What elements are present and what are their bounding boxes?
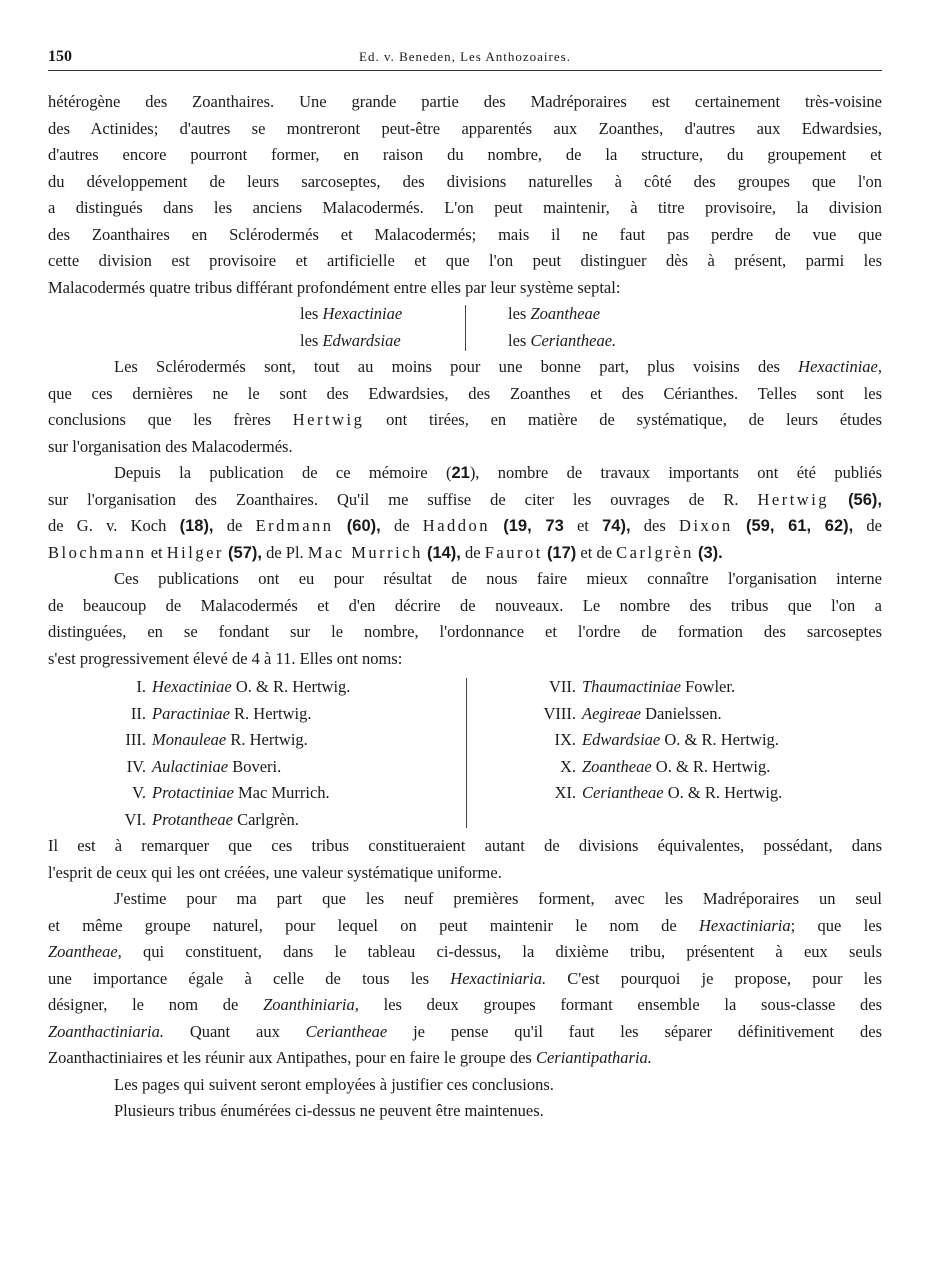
text-span: de G. v. Koch bbox=[48, 516, 180, 535]
reference-number: (59, 61, 62), bbox=[746, 517, 854, 535]
author-name: Mac Murrich bbox=[307, 542, 423, 562]
roman-numeral: IV. bbox=[126, 756, 146, 776]
tribe-name: Ceriantheae bbox=[582, 783, 664, 802]
list-item bbox=[48, 780, 458, 807]
list-item bbox=[48, 701, 458, 728]
tribe-name: Thaumactiniae bbox=[582, 677, 681, 696]
text-span: ont tirées, en matière de systématique, de leurs études bbox=[364, 410, 882, 429]
paragraph-7 bbox=[48, 1072, 882, 1099]
text-line: Les pages qui suivent seront employées à justifier ces conclusions. bbox=[114, 1074, 554, 1094]
text-span: désigner, le nom de bbox=[48, 995, 264, 1014]
roman-numeral: V. bbox=[132, 783, 146, 802]
reference-number: (60), bbox=[346, 517, 381, 535]
article: les bbox=[508, 330, 527, 350]
list-item bbox=[508, 301, 708, 328]
text-line: J'estime pour ma part que les neuf premières forment, avec les Madréporaires un seul bbox=[114, 889, 882, 908]
author-name: Carlgrèn bbox=[616, 542, 694, 562]
paragraph-6 bbox=[48, 886, 882, 1072]
roman-numeral: III. bbox=[125, 730, 146, 749]
tribe-name: Zoantheae bbox=[530, 304, 601, 323]
text-span: une importance égale à celle de tous les bbox=[48, 968, 451, 988]
list-item bbox=[48, 727, 458, 754]
text-span: Depuis la publication de ce mémoire ( bbox=[114, 463, 452, 482]
text-span: de bbox=[380, 516, 423, 535]
text-line: Malacodermés quatre tribus différant profondément entre elles par leur système septal: bbox=[48, 277, 621, 297]
text-line bbox=[48, 460, 882, 487]
author-name: Hertwig bbox=[292, 410, 365, 429]
paragraph-3 bbox=[48, 460, 882, 566]
text-span: sur l'organisation des Zoanthaires. Qu'il me suffise de citer les ouvrages de R. bbox=[48, 489, 758, 509]
tribes-left-column bbox=[48, 674, 458, 833]
paragraph-5 bbox=[48, 833, 882, 886]
tribe-author: Danielssen. bbox=[645, 703, 722, 723]
four-tribes-list bbox=[48, 301, 882, 354]
reference-number: (17) bbox=[546, 543, 577, 562]
reference-number: 74), bbox=[602, 517, 631, 535]
text-line: du développement de leurs sarcoseptes, des divisions naturelles à côté des groupes que l'on bbox=[48, 171, 882, 191]
tribe-author: Fowler. bbox=[685, 677, 736, 696]
text-span: les deux groupes formant ensemble la sous-classe des bbox=[358, 995, 882, 1014]
four-tribes-right bbox=[508, 301, 708, 354]
text-span: ), nombre de travaux importants ont été publiés bbox=[469, 463, 882, 482]
reference-number: (3). bbox=[698, 543, 723, 562]
text-line: hétérogène des Zoanthaires. Une grande partie des Madréporaires est certainement très-voisine bbox=[48, 92, 882, 111]
author-name: Erdmann bbox=[255, 516, 334, 535]
text-line bbox=[48, 966, 882, 993]
author-name: Hilger bbox=[166, 542, 224, 562]
roman-numeral: VII. bbox=[548, 677, 576, 696]
tribe-name: Edwardsiae bbox=[582, 730, 661, 749]
tribe-author: O. & R. Hertwig. bbox=[667, 783, 783, 802]
list-item bbox=[488, 754, 882, 781]
reference-number: (14), bbox=[426, 543, 461, 562]
taxon-name: Ceriantipatharia. bbox=[535, 1048, 652, 1067]
text-span: je pense qu'il faut les séparer définitivement des bbox=[387, 1021, 882, 1041]
tribe-author: R. Hertwig. bbox=[234, 703, 312, 723]
text-span: de bbox=[460, 542, 485, 562]
text-span: C'est pourquoi je propose, pour les bbox=[546, 968, 882, 988]
paragraph-4 bbox=[48, 566, 882, 672]
page-number: 150 bbox=[48, 48, 72, 65]
paragraph-8 bbox=[48, 1098, 882, 1125]
taxon-name: Zoantheae, bbox=[48, 942, 122, 961]
text-line: distinguées, en se fondant sur le nombre, l'ordonnance et l'ordre de formation des sarcoseptes bbox=[48, 622, 882, 641]
text-span: et de bbox=[576, 542, 617, 562]
article: les bbox=[300, 304, 319, 323]
column-divider bbox=[466, 678, 467, 828]
text-line: l'esprit de ceux qui les ont créées, une valeur systématique uniforme. bbox=[48, 862, 502, 882]
text-span: de bbox=[213, 516, 256, 535]
author-name: Hertwig bbox=[757, 489, 830, 509]
text-line bbox=[48, 992, 882, 1019]
text-line: Il est à remarquer que ces tribus constitueraient autant de divisions équivalentes, possédant, dans bbox=[48, 836, 882, 855]
text-span: et bbox=[563, 516, 603, 535]
list-item bbox=[488, 674, 882, 701]
tribe-author: R. Hertwig. bbox=[230, 730, 308, 749]
text-span: de Pl. bbox=[261, 542, 308, 562]
text-line bbox=[48, 354, 882, 381]
tribe-author: Boveri. bbox=[232, 756, 282, 776]
roman-numeral: IX. bbox=[554, 730, 576, 749]
tribe-name: Ceriantheae. bbox=[530, 330, 617, 350]
reference-number: (18), bbox=[179, 517, 214, 535]
list-item bbox=[48, 807, 458, 834]
roman-numeral: VI. bbox=[124, 809, 146, 829]
author-name: Faurot bbox=[484, 542, 543, 562]
column-divider bbox=[465, 305, 466, 351]
tribe-name: Zoantheae bbox=[582, 756, 652, 776]
page-body bbox=[48, 89, 882, 1125]
text-span: des bbox=[630, 516, 680, 535]
text-line: Plusieurs tribus énumérées ci-dessus ne peuvent être maintenues. bbox=[114, 1101, 544, 1120]
text-span: qui constituent, dans le tableau ci-dessus, la dixième tribu, présentent à eux seuls bbox=[121, 942, 882, 961]
author-name: Haddon bbox=[422, 516, 491, 535]
roman-numeral: X. bbox=[559, 756, 576, 776]
page-header bbox=[48, 48, 882, 71]
list-item bbox=[508, 328, 708, 355]
four-tribes-left bbox=[300, 301, 460, 354]
text-line bbox=[48, 939, 882, 966]
tribe-name: Hexactiniae bbox=[152, 677, 232, 696]
text-line: d'autres encore pourront former, en raison du nombre, de la structure, du groupement et bbox=[48, 145, 882, 164]
tribe-name: Edwardsiae bbox=[322, 330, 401, 350]
roman-numeral: XI. bbox=[554, 783, 576, 802]
tribe-name: Aegireae bbox=[582, 703, 641, 723]
text-span: Zoanthactiniaires et les réunir aux Antipathes, pour en faire le groupe des bbox=[48, 1048, 536, 1067]
taxon-name: Ceriantheae bbox=[305, 1021, 388, 1041]
reference-number: (19, 73 bbox=[503, 517, 564, 535]
tribes-right-column bbox=[488, 674, 882, 807]
text-span: conclusions que les frères bbox=[48, 410, 293, 429]
text-line: sur l'organisation des Malacodermés. bbox=[48, 436, 293, 456]
paragraph-1 bbox=[48, 89, 882, 301]
tribe-author: O. & R. Hertwig. bbox=[655, 756, 771, 776]
list-item bbox=[300, 328, 460, 355]
text-line: des Actinides; d'autres se montreront peut-être apparentés aux Zoanthes, d'autres aux Edwardsies, bbox=[48, 118, 882, 138]
list-item bbox=[488, 727, 882, 754]
tribe-author: Carlgrèn. bbox=[237, 809, 299, 829]
article: les bbox=[300, 330, 319, 350]
text-line: que ces dernières ne le sont des Edwardsies, des Zoanthes et des Cérianthes. Telles sont les bbox=[48, 383, 882, 403]
text-span: Les Sclérodermés sont, tout au moins pour une bonne part, plus voisins des bbox=[114, 357, 799, 376]
roman-numeral: VIII. bbox=[543, 703, 576, 723]
list-item bbox=[300, 301, 460, 328]
tribe-author: O. & R. Hertwig. bbox=[235, 677, 351, 696]
text-line bbox=[48, 540, 882, 567]
text-line bbox=[48, 513, 882, 540]
list-item bbox=[488, 701, 882, 728]
taxon-name: Hexactiniaria bbox=[699, 915, 791, 935]
running-head: Ed. v. Beneden, Les Anthozoaires. bbox=[359, 49, 571, 64]
text-line bbox=[48, 913, 882, 940]
roman-numeral: II. bbox=[130, 703, 146, 723]
text-line: a distingués dans les anciens Malacodermés. L'on peut maintenir, à titre provisoire, la division bbox=[48, 198, 882, 217]
tribe-author: O. & R. Hertwig. bbox=[664, 730, 779, 749]
text-span: de bbox=[853, 516, 883, 535]
reference-number: 21 bbox=[451, 464, 470, 482]
roman-numeral: I. bbox=[136, 677, 146, 696]
text-span: et même groupe naturel, pour lequel on peut maintenir le nom de bbox=[48, 915, 699, 935]
paragraph-2 bbox=[48, 354, 882, 460]
list-item bbox=[48, 674, 458, 701]
text-line: Ces publications ont eu pour résultat de nous faire mieux connaître l'organisation interne bbox=[114, 569, 882, 588]
tribe-name: Aulactiniae bbox=[152, 756, 229, 776]
text-line bbox=[48, 1045, 882, 1072]
taxon-name: Zoanthiniaria, bbox=[263, 995, 359, 1014]
tribe-name: Hexactiniae bbox=[322, 304, 403, 323]
taxon-name: Zoanthactiniaria. bbox=[48, 1021, 164, 1041]
text-line: de beaucoup de Malacodermés et d'en décrire de nouveaux. Le nombre des tribus que l'on a bbox=[48, 595, 882, 615]
tribe-name: Monauleae bbox=[152, 730, 227, 749]
text-span: et bbox=[146, 542, 167, 562]
eleven-tribes-list bbox=[48, 674, 882, 833]
text-line: s'est progressivement élevé de 4 à 11. Elles ont noms: bbox=[48, 648, 403, 668]
reference-number: (57), bbox=[228, 543, 262, 562]
list-item bbox=[48, 754, 458, 781]
article: les bbox=[508, 304, 527, 323]
text-line: des Zoanthaires en Sclérodermés et Malacodermés; mais il ne faut pas perdre de vue que bbox=[48, 224, 882, 244]
text-line bbox=[48, 1019, 882, 1046]
tribe-name: Protantheae bbox=[152, 809, 233, 829]
tribe-name: Protactiniae bbox=[152, 783, 234, 802]
author-name: Dixon bbox=[679, 516, 733, 535]
author-name: Blochmann bbox=[48, 542, 147, 562]
taxon-name: Hexactiniae, bbox=[798, 357, 882, 376]
text-line bbox=[48, 487, 882, 514]
list-item bbox=[488, 780, 882, 807]
reference-number: (56), bbox=[848, 490, 882, 509]
text-span: Quant aux bbox=[163, 1021, 306, 1041]
text-span: ; que les bbox=[790, 915, 882, 935]
tribe-author: Mac Murrich. bbox=[238, 783, 330, 802]
text-line bbox=[48, 407, 882, 434]
taxon-name: Hexactiniaria. bbox=[450, 968, 547, 988]
tribe-name: Paractiniae bbox=[152, 703, 230, 723]
text-line: cette division est provisoire et artificielle et que l'on peut distinguer dès à présent, parmi les bbox=[48, 251, 882, 270]
